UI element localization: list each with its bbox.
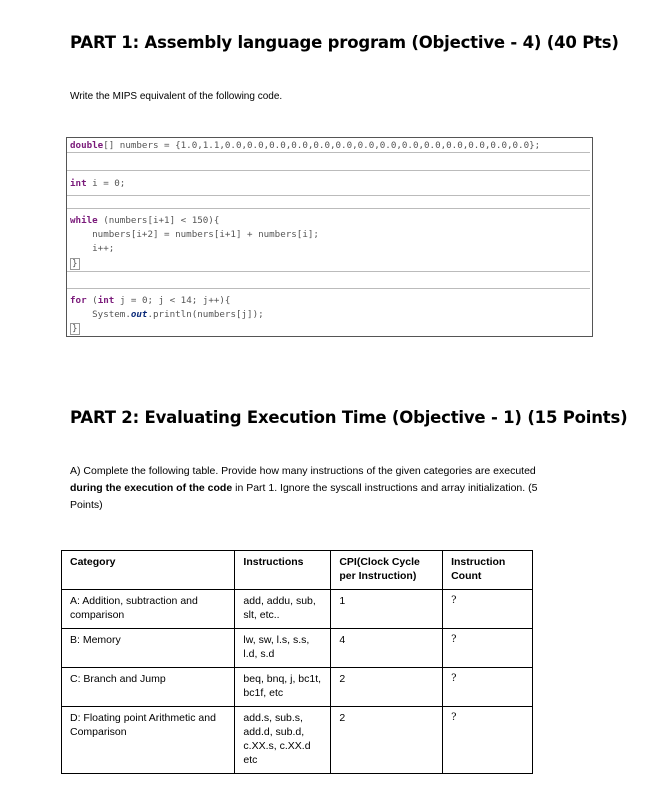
closing-brace: } [72,323,78,334]
cell-instructions: add.s, sub.s, add.d, sub.d, c.XX.s, c.XX.d etc [235,707,331,774]
header-count: Instruction Count [443,551,533,590]
part1-title: PART 1: Assembly language program (Objective - 4) (40 Pts) [70,33,619,52]
closing-brace: } [72,258,78,269]
code-text: j = 0; j < 14; j++){ [114,295,231,306]
cell-count: ? [443,668,533,707]
part2-line2-rest: in Part 1. Ignore the syscall instructions and array initialization. (5 [232,482,538,494]
header-cpi: CPI(Clock Cycle per Instruction) [331,551,443,590]
cell-category: C: Branch and Jump [62,668,235,707]
code-line-while-body2: i++; [70,243,115,254]
cell-cpi: 1 [331,590,443,629]
code-text: [] numbers = {1.0,1.1,0.0,0.0,0.0,0.0,0.0,0.0,0.0,0.0,0.0,0.0,0.0,0.0,0.0,0.0}; [103,140,541,151]
cell-cpi: 4 [331,629,443,668]
cell-instructions: lw, sw, l.s, s.s, l.d, s.d [235,629,331,668]
header-category: Category [62,551,235,590]
part2-line2 [70,480,610,497]
keyword-while: while [70,215,98,226]
cell-instructions: add, addu, sub, slt, etc.. [235,590,331,629]
keyword-int: int [70,178,87,189]
cell-category: A: Addition, subtraction and comparison [62,590,235,629]
part2-line1: A) Complete the following table. Provide how many instructions of the given categories are executed [70,465,536,477]
instruction-table [61,550,533,774]
cell-category: D: Floating point Arithmetic and Comparison [62,707,235,774]
table-row [62,629,533,668]
part2-paragraph [70,463,610,514]
code-line-while-body1: numbers[i+2] = numbers[i+1] + numbers[i]; [70,229,319,240]
keyword-int: int [97,295,115,306]
code-block [66,137,593,337]
code-text: (numbers[i+1] < 150){ [97,215,220,226]
code-line-array [70,140,540,152]
code-text: System. [70,309,131,320]
cell-instructions: beq, bnq, j, bc1t, bc1f, etc [235,668,331,707]
table-row [62,590,533,629]
part2-line3: Points) [70,499,103,511]
table-header-row [62,551,533,590]
cell-count: ? [443,629,533,668]
part2-emphasis: during the execution of the code [70,482,233,494]
code-line-int [70,178,125,190]
code-text: ( [86,295,98,306]
part1-instruction: Write the MIPS equivalent of the following code. [70,91,283,102]
code-line-for-close [70,323,80,335]
keyword-for: for [70,295,87,306]
cell-count: ? [443,707,533,774]
code-line-for-body [70,309,264,321]
field-out: out [130,309,148,320]
table-row [62,668,533,707]
code-text: .println(numbers[j]); [147,309,264,320]
code-line-while [70,215,219,227]
cell-cpi: 2 [331,668,443,707]
cell-count: ? [443,590,533,629]
header-instructions: Instructions [235,551,331,590]
code-text: i = 0; [86,178,126,189]
keyword-double: double [70,140,104,151]
code-line-for [70,295,230,307]
part2-title: PART 2: Evaluating Execution Time (Objective - 1) (15 Points) [70,408,628,427]
table-row [62,707,533,774]
code-line-box [67,170,590,196]
code-line-while-close [70,258,80,270]
cell-category: B: Memory [62,629,235,668]
cell-cpi: 2 [331,707,443,774]
